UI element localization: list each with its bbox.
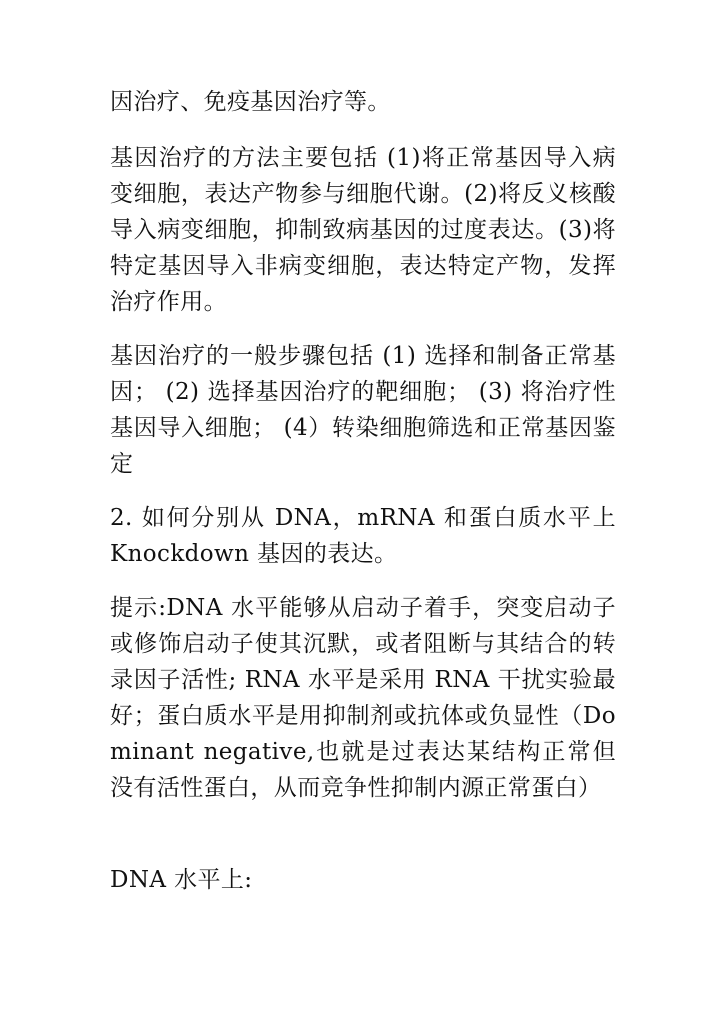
paragraph-gene-therapy-steps: 基因治疗的一般步骤包括 (1) 选择和制备正常基因； (2) 选择基因治疗的靶细胞； (3) 将治疗性基因导入细胞； (4）转染细胞筛选和正常基因鉴定	[110, 343, 616, 477]
paragraph-hint: 提示:DNA 水平能够从启动子着手，突变启动子或修饰启动子使其沉默，或者阻断与其结合的转录因子活性; RNA 水平是采用 RNA 干扰实验最好；蛋白质水平是用抑制剂或抗体或负显性（Dominant negative,也就是过表达某结构正常但没有活性蛋白，从而竞争性抑制内源正常蛋白）	[110, 595, 616, 801]
paragraph-gene-therapy-types-end: 因治疗、免疫基因治疗等。	[110, 89, 391, 115]
section-heading-dna-level: DNA 水平上:	[110, 867, 253, 893]
paragraph-gene-therapy-methods: 基因治疗的方法主要包括 (1)将正常基因导入病变细胞，表达产物参与细胞代谢。(2)将反义核酸导入病变细胞，抑制致病基因的过度表达。(3)将特定基因导入非病变细胞，表达特定产物，发挥治疗作用。	[110, 145, 616, 315]
question-heading: 2. 如何分别从 DNA，mRNA 和蛋白质水平上 Knockdown 基因的表达。	[110, 505, 616, 567]
